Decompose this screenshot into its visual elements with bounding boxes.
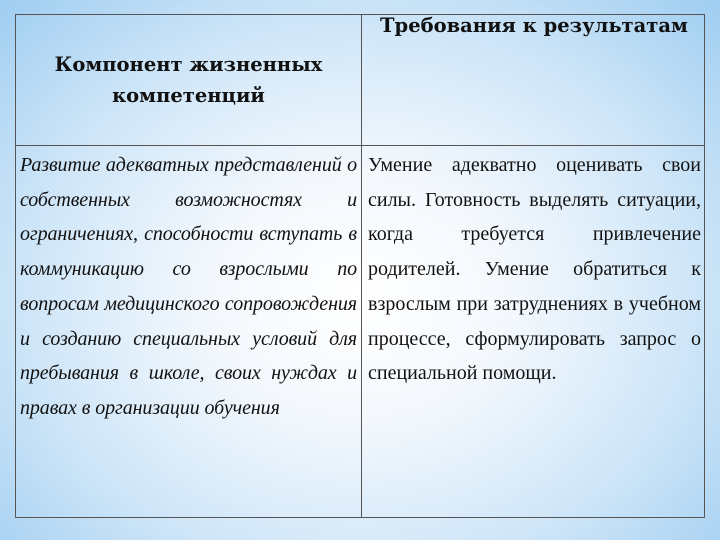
header-component-text: Компонент жизненных компетенций bbox=[54, 53, 323, 107]
component-cell: Развитие адекватных представлений о собственных возможностях и ограничениях, способности вступать в коммуникацию со взрослыми по вопросам медицинского сопровождения и созданию специальных условий для пребывания в школе, своих нуждах и правах в организации обучения bbox=[20, 154, 357, 419]
header-component bbox=[16, 15, 361, 145]
requirements-cell: Умение адекватно оценивать свои силы. Готовность выделять ситуации, когда требуется привлечение родителей. Умение обратиться к взрослым при затруднениях в учебном процессе, сформулировать запрос о специальной помощи. bbox=[368, 154, 701, 385]
header-requirements bbox=[362, 0, 706, 90]
competency-table bbox=[15, 14, 705, 518]
header-divider bbox=[16, 145, 704, 146]
header-requirements-text: Требования к результатам bbox=[380, 13, 688, 37]
